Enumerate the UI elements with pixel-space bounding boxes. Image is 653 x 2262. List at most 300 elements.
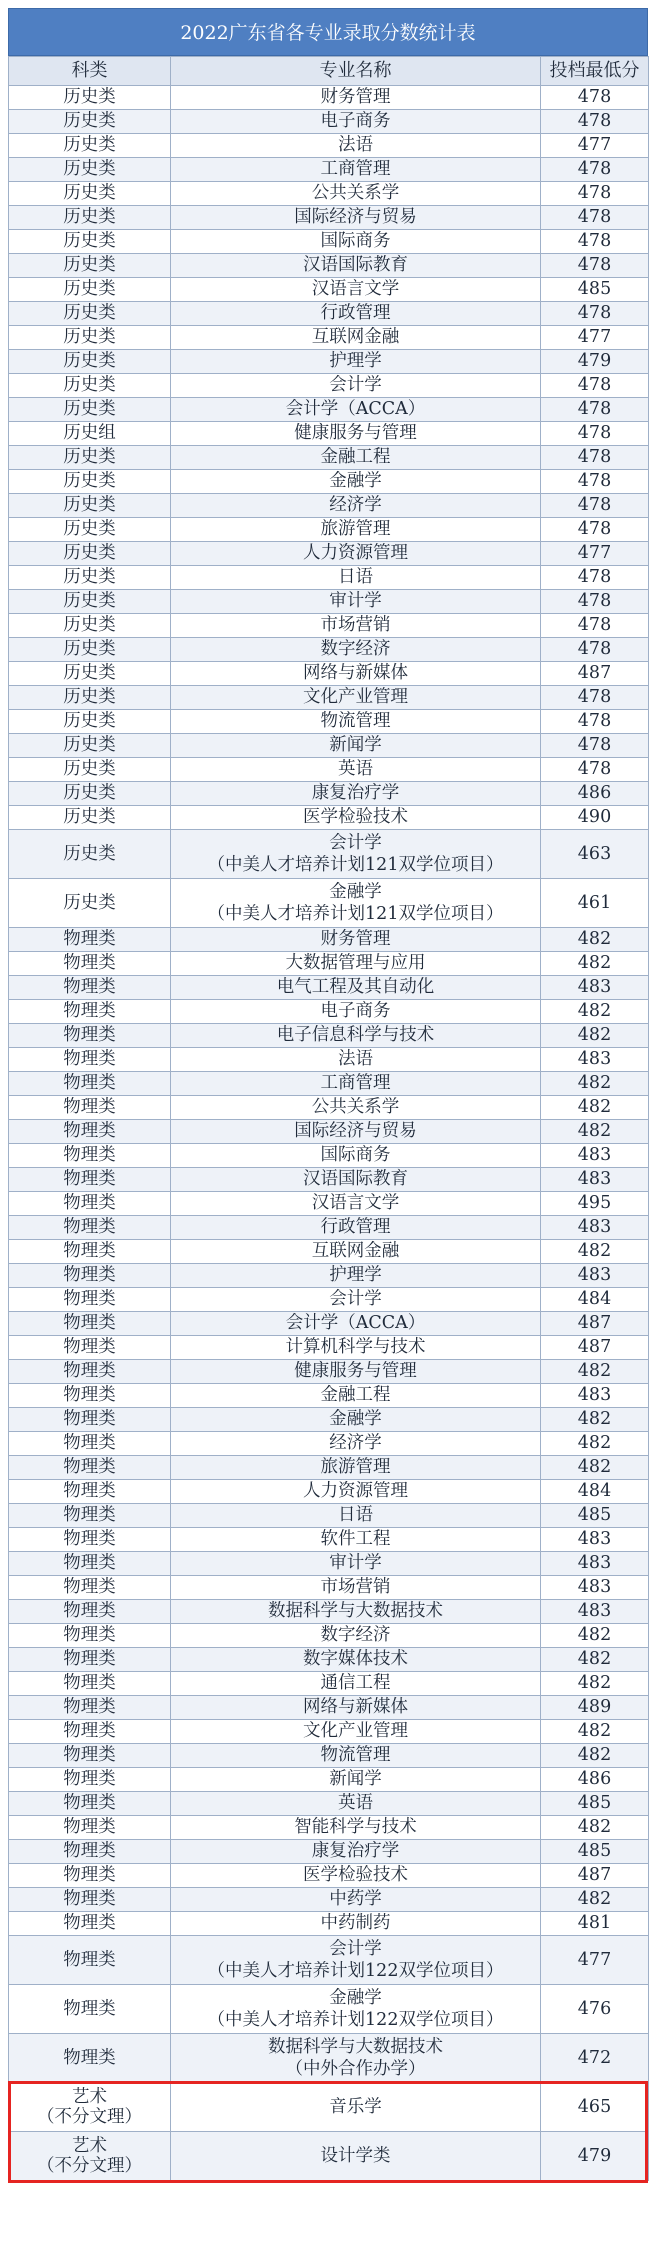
table-row bbox=[9, 1096, 649, 1120]
table-row bbox=[9, 976, 649, 1000]
score-cell: 482 bbox=[541, 1024, 649, 1048]
category-cell: 物理类 bbox=[9, 1240, 171, 1264]
score-cell: 482 bbox=[541, 1648, 649, 1672]
major-cell: 康复治疗学 bbox=[171, 782, 541, 806]
category-cell: 历史类 bbox=[9, 758, 171, 782]
score-cell: 478 bbox=[541, 590, 649, 614]
table-row bbox=[9, 398, 649, 422]
header-row bbox=[9, 57, 649, 86]
major-cell: 电气工程及其自动化 bbox=[171, 976, 541, 1000]
score-cell: 482 bbox=[541, 1072, 649, 1096]
table-row bbox=[9, 1456, 649, 1480]
category-cell: 物理类 bbox=[9, 1912, 171, 1936]
header-major: 专业名称 bbox=[171, 57, 541, 86]
table-row bbox=[9, 1648, 649, 1672]
major-cell: 汉语国际教育 bbox=[171, 254, 541, 278]
table-row bbox=[9, 542, 649, 566]
major-cell: 数据科学与大数据技术 bbox=[171, 1600, 541, 1624]
category-cell: 历史类 bbox=[9, 278, 171, 302]
table-row bbox=[9, 350, 649, 374]
major-cell: 音乐学 bbox=[171, 2083, 541, 2132]
table-row bbox=[9, 1360, 649, 1384]
category-cell: 历史类 bbox=[9, 710, 171, 734]
category-cell: 历史类 bbox=[9, 86, 171, 110]
table-row bbox=[9, 230, 649, 254]
score-cell: 483 bbox=[541, 976, 649, 1000]
table-row bbox=[9, 2132, 649, 2181]
major-subtext: （中美人才培养计划121双学位项目） bbox=[207, 855, 504, 875]
table-row bbox=[9, 1048, 649, 1072]
category-cell: 历史组 bbox=[9, 422, 171, 446]
major-text: 会计学 bbox=[329, 833, 382, 853]
category-cell: 物理类 bbox=[9, 1888, 171, 1912]
category-cell: 物理类 bbox=[9, 1288, 171, 1312]
table-row bbox=[9, 1072, 649, 1096]
table-row bbox=[9, 1240, 649, 1264]
major-text: 金融学 bbox=[329, 1988, 382, 2008]
major-cell: 旅游管理 bbox=[171, 1456, 541, 1480]
category-cell: 物理类 bbox=[9, 1576, 171, 1600]
major-cell: 国际商务 bbox=[171, 1144, 541, 1168]
category-cell: 物理类 bbox=[9, 1816, 171, 1840]
score-cell: 482 bbox=[541, 928, 649, 952]
table-row bbox=[9, 1384, 649, 1408]
major-cell: 工商管理 bbox=[171, 158, 541, 182]
major-cell: 网络与新媒体 bbox=[171, 662, 541, 686]
category-cell: 物理类 bbox=[9, 1624, 171, 1648]
major-cell: 通信工程 bbox=[171, 1672, 541, 1696]
major-cell: 会计学（ACCA） bbox=[171, 398, 541, 422]
category-cell: 物理类 bbox=[9, 1216, 171, 1240]
major-cell: 数字经济 bbox=[171, 1624, 541, 1648]
score-cell: 483 bbox=[541, 1048, 649, 1072]
category-cell: 物理类 bbox=[9, 1072, 171, 1096]
category-subtext: （不分文理） bbox=[37, 2156, 142, 2176]
score-cell: 476 bbox=[541, 1985, 649, 2034]
table-row bbox=[9, 110, 649, 134]
table-row bbox=[9, 134, 649, 158]
header-score: 投档最低分 bbox=[541, 57, 649, 86]
category-cell: 物理类 bbox=[9, 1720, 171, 1744]
category-cell: 物理类 bbox=[9, 1792, 171, 1816]
table-row bbox=[9, 470, 649, 494]
score-cell: 489 bbox=[541, 1696, 649, 1720]
score-cell: 487 bbox=[541, 1312, 649, 1336]
table-row bbox=[9, 1720, 649, 1744]
major-cell: 旅游管理 bbox=[171, 518, 541, 542]
major-subtext: （中美人才培养计划122双学位项目） bbox=[207, 2010, 504, 2030]
table-row bbox=[9, 1744, 649, 1768]
category-cell: 物理类 bbox=[9, 1432, 171, 1456]
major-cell: 会计学 bbox=[171, 1288, 541, 1312]
score-cell: 482 bbox=[541, 1120, 649, 1144]
major-cell: 行政管理 bbox=[171, 1216, 541, 1240]
table-row bbox=[9, 1168, 649, 1192]
score-cell: 487 bbox=[541, 1336, 649, 1360]
category-cell: 历史类 bbox=[9, 134, 171, 158]
table-row bbox=[9, 1192, 649, 1216]
score-cell: 477 bbox=[541, 1936, 649, 1985]
score-cell: 477 bbox=[541, 134, 649, 158]
major-cell: 会计学（ACCA） bbox=[171, 1312, 541, 1336]
table-row bbox=[9, 1768, 649, 1792]
category-cell: 历史类 bbox=[9, 326, 171, 350]
category-cell: 物理类 bbox=[9, 1168, 171, 1192]
score-cell: 478 bbox=[541, 758, 649, 782]
table-title: 2022广东省各专业录取分数统计表 bbox=[8, 8, 648, 56]
score-cell: 478 bbox=[541, 110, 649, 134]
major-cell: 互联网金融 bbox=[171, 326, 541, 350]
major-text: 金融学 bbox=[329, 882, 382, 902]
category-cell: 物理类 bbox=[9, 1744, 171, 1768]
table-row bbox=[9, 86, 649, 110]
table-row bbox=[9, 1912, 649, 1936]
major-cell: 文化产业管理 bbox=[171, 686, 541, 710]
category-cell: 物理类 bbox=[9, 952, 171, 976]
table-row bbox=[9, 1816, 649, 1840]
category-cell: 历史类 bbox=[9, 566, 171, 590]
score-cell: 483 bbox=[541, 1600, 649, 1624]
category-cell: 物理类 bbox=[9, 1456, 171, 1480]
major-cell: 英语 bbox=[171, 1792, 541, 1816]
score-cell: 483 bbox=[541, 1384, 649, 1408]
category-cell bbox=[9, 2132, 171, 2181]
table-row bbox=[9, 1432, 649, 1456]
table-row bbox=[9, 1576, 649, 1600]
table-row bbox=[9, 1840, 649, 1864]
major-cell bbox=[171, 879, 541, 928]
category-cell: 历史类 bbox=[9, 662, 171, 686]
major-cell: 日语 bbox=[171, 1504, 541, 1528]
category-cell: 物理类 bbox=[9, 1408, 171, 1432]
major-cell: 审计学 bbox=[171, 590, 541, 614]
major-cell: 金融学 bbox=[171, 470, 541, 494]
major-cell: 金融工程 bbox=[171, 1384, 541, 1408]
major-cell: 国际经济与贸易 bbox=[171, 1120, 541, 1144]
score-table bbox=[8, 56, 649, 2181]
category-text: 艺术 bbox=[72, 2136, 107, 2156]
major-cell: 汉语言文学 bbox=[171, 278, 541, 302]
table-row bbox=[9, 734, 649, 758]
major-cell: 新闻学 bbox=[171, 1768, 541, 1792]
major-cell: 日语 bbox=[171, 566, 541, 590]
score-cell: 483 bbox=[541, 1528, 649, 1552]
category-cell: 物理类 bbox=[9, 1360, 171, 1384]
category-cell: 历史类 bbox=[9, 230, 171, 254]
score-cell: 482 bbox=[541, 1816, 649, 1840]
major-cell: 中药学 bbox=[171, 1888, 541, 1912]
table-row bbox=[9, 662, 649, 686]
category-cell: 物理类 bbox=[9, 1144, 171, 1168]
score-cell: 478 bbox=[541, 494, 649, 518]
category-cell: 物理类 bbox=[9, 1120, 171, 1144]
score-cell: 482 bbox=[541, 1096, 649, 1120]
category-cell: 历史类 bbox=[9, 182, 171, 206]
major-subtext: （中美人才培养计划121双学位项目） bbox=[207, 904, 504, 924]
category-cell: 物理类 bbox=[9, 1096, 171, 1120]
table-row bbox=[9, 182, 649, 206]
category-cell: 物理类 bbox=[9, 1648, 171, 1672]
major-cell: 人力资源管理 bbox=[171, 542, 541, 566]
category-cell: 物理类 bbox=[9, 1528, 171, 1552]
major-cell: 数字媒体技术 bbox=[171, 1648, 541, 1672]
category-cell: 物理类 bbox=[9, 1312, 171, 1336]
score-cell: 463 bbox=[541, 830, 649, 879]
table-row bbox=[9, 758, 649, 782]
category-cell: 物理类 bbox=[9, 1600, 171, 1624]
table-row bbox=[9, 158, 649, 182]
score-cell: 482 bbox=[541, 1720, 649, 1744]
category-cell: 历史类 bbox=[9, 614, 171, 638]
category-cell: 物理类 bbox=[9, 976, 171, 1000]
score-cell: 478 bbox=[541, 470, 649, 494]
score-cell: 479 bbox=[541, 2132, 649, 2181]
table-row bbox=[9, 710, 649, 734]
table-row bbox=[9, 590, 649, 614]
major-cell: 行政管理 bbox=[171, 302, 541, 326]
category-cell: 历史类 bbox=[9, 686, 171, 710]
table-row bbox=[9, 952, 649, 976]
category-cell: 物理类 bbox=[9, 1264, 171, 1288]
score-cell: 461 bbox=[541, 879, 649, 928]
score-cell: 486 bbox=[541, 782, 649, 806]
major-cell: 电子信息科学与技术 bbox=[171, 1024, 541, 1048]
category-subtext: （不分文理） bbox=[37, 2107, 142, 2127]
score-cell: 478 bbox=[541, 230, 649, 254]
category-cell: 历史类 bbox=[9, 254, 171, 278]
table-row bbox=[9, 1000, 649, 1024]
score-cell: 482 bbox=[541, 1744, 649, 1768]
table-row bbox=[9, 638, 649, 662]
category-cell: 历史类 bbox=[9, 494, 171, 518]
table-row bbox=[9, 1024, 649, 1048]
major-cell: 法语 bbox=[171, 1048, 541, 1072]
table-row bbox=[9, 1312, 649, 1336]
major-cell: 设计学类 bbox=[171, 2132, 541, 2181]
table-row bbox=[9, 879, 649, 928]
table-row bbox=[9, 1408, 649, 1432]
major-subtext: （中外合作办学） bbox=[285, 2059, 426, 2079]
table-row bbox=[9, 494, 649, 518]
category-cell: 历史类 bbox=[9, 638, 171, 662]
table-row bbox=[9, 1504, 649, 1528]
score-cell: 478 bbox=[541, 206, 649, 230]
score-cell: 481 bbox=[541, 1912, 649, 1936]
category-cell: 历史类 bbox=[9, 830, 171, 879]
score-cell: 495 bbox=[541, 1192, 649, 1216]
category-cell: 历史类 bbox=[9, 374, 171, 398]
score-cell: 477 bbox=[541, 542, 649, 566]
major-cell: 中药制药 bbox=[171, 1912, 541, 1936]
major-cell: 康复治疗学 bbox=[171, 1840, 541, 1864]
table-row bbox=[9, 806, 649, 830]
table-row bbox=[9, 1480, 649, 1504]
category-cell: 物理类 bbox=[9, 1936, 171, 1985]
major-cell: 公共关系学 bbox=[171, 182, 541, 206]
score-cell: 478 bbox=[541, 86, 649, 110]
table-row bbox=[9, 1864, 649, 1888]
major-cell bbox=[171, 1936, 541, 1985]
score-cell: 478 bbox=[541, 710, 649, 734]
score-cell: 483 bbox=[541, 1576, 649, 1600]
table-row bbox=[9, 446, 649, 470]
category-cell: 物理类 bbox=[9, 2034, 171, 2083]
major-cell: 金融工程 bbox=[171, 446, 541, 470]
major-cell: 国际经济与贸易 bbox=[171, 206, 541, 230]
table-row bbox=[9, 1624, 649, 1648]
major-cell: 电子商务 bbox=[171, 1000, 541, 1024]
table-row bbox=[9, 1336, 649, 1360]
table-body bbox=[9, 86, 649, 2181]
major-cell: 数字经济 bbox=[171, 638, 541, 662]
table-row bbox=[9, 254, 649, 278]
score-cell: 478 bbox=[541, 446, 649, 470]
major-cell: 会计学 bbox=[171, 374, 541, 398]
table-row bbox=[9, 2083, 649, 2132]
major-cell: 护理学 bbox=[171, 350, 541, 374]
category-cell: 物理类 bbox=[9, 1024, 171, 1048]
category-text: 艺术 bbox=[72, 2087, 107, 2107]
score-cell: 478 bbox=[541, 734, 649, 758]
score-cell: 482 bbox=[541, 1408, 649, 1432]
category-cell: 物理类 bbox=[9, 1504, 171, 1528]
category-cell: 物理类 bbox=[9, 1552, 171, 1576]
table-row bbox=[9, 1600, 649, 1624]
major-cell: 人力资源管理 bbox=[171, 1480, 541, 1504]
category-cell: 历史类 bbox=[9, 542, 171, 566]
major-cell: 医学检验技术 bbox=[171, 806, 541, 830]
table-row bbox=[9, 1792, 649, 1816]
score-cell: 478 bbox=[541, 638, 649, 662]
category-cell bbox=[9, 2083, 171, 2132]
score-cell: 487 bbox=[541, 662, 649, 686]
category-cell: 物理类 bbox=[9, 1192, 171, 1216]
category-cell: 物理类 bbox=[9, 1768, 171, 1792]
score-cell: 478 bbox=[541, 182, 649, 206]
table-row bbox=[9, 1528, 649, 1552]
table-row bbox=[9, 326, 649, 350]
score-cell: 482 bbox=[541, 1432, 649, 1456]
score-cell: 478 bbox=[541, 518, 649, 542]
category-cell: 历史类 bbox=[9, 590, 171, 614]
major-cell: 市场营销 bbox=[171, 1576, 541, 1600]
major-cell: 财务管理 bbox=[171, 86, 541, 110]
score-cell: 485 bbox=[541, 278, 649, 302]
table-row bbox=[9, 614, 649, 638]
major-cell bbox=[171, 830, 541, 879]
score-cell: 478 bbox=[541, 398, 649, 422]
score-cell: 486 bbox=[541, 1768, 649, 1792]
score-cell: 484 bbox=[541, 1288, 649, 1312]
category-cell: 历史类 bbox=[9, 206, 171, 230]
score-cell: 479 bbox=[541, 350, 649, 374]
category-cell: 历史类 bbox=[9, 806, 171, 830]
table-row bbox=[9, 1288, 649, 1312]
category-cell: 历史类 bbox=[9, 350, 171, 374]
score-cell: 482 bbox=[541, 952, 649, 976]
major-cell: 经济学 bbox=[171, 1432, 541, 1456]
score-cell: 478 bbox=[541, 302, 649, 326]
table-row bbox=[9, 782, 649, 806]
major-cell: 经济学 bbox=[171, 494, 541, 518]
table-row bbox=[9, 830, 649, 879]
table-row bbox=[9, 566, 649, 590]
score-cell: 487 bbox=[541, 1864, 649, 1888]
category-cell: 历史类 bbox=[9, 302, 171, 326]
major-cell: 汉语国际教育 bbox=[171, 1168, 541, 1192]
major-cell: 物流管理 bbox=[171, 710, 541, 734]
major-cell: 工商管理 bbox=[171, 1072, 541, 1096]
major-subtext: （中美人才培养计划122双学位项目） bbox=[207, 1961, 504, 1981]
category-cell: 物理类 bbox=[9, 1048, 171, 1072]
score-cell: 483 bbox=[541, 1168, 649, 1192]
major-cell: 健康服务与管理 bbox=[171, 1360, 541, 1384]
category-cell: 物理类 bbox=[9, 1336, 171, 1360]
score-cell: 465 bbox=[541, 2083, 649, 2132]
score-cell: 478 bbox=[541, 614, 649, 638]
major-cell: 文化产业管理 bbox=[171, 1720, 541, 1744]
table-row bbox=[9, 2034, 649, 2083]
major-text: 数据科学与大数据技术 bbox=[268, 2037, 443, 2057]
category-cell: 物理类 bbox=[9, 1384, 171, 1408]
table-row bbox=[9, 374, 649, 398]
score-cell: 483 bbox=[541, 1144, 649, 1168]
major-cell: 电子商务 bbox=[171, 110, 541, 134]
category-cell: 历史类 bbox=[9, 782, 171, 806]
category-cell: 物理类 bbox=[9, 1840, 171, 1864]
score-cell: 485 bbox=[541, 1792, 649, 1816]
score-cell: 478 bbox=[541, 158, 649, 182]
table-row bbox=[9, 1696, 649, 1720]
major-cell: 汉语言文学 bbox=[171, 1192, 541, 1216]
major-cell: 计算机科学与技术 bbox=[171, 1336, 541, 1360]
major-cell: 市场营销 bbox=[171, 614, 541, 638]
score-cell: 482 bbox=[541, 1672, 649, 1696]
major-cell: 软件工程 bbox=[171, 1528, 541, 1552]
score-cell: 482 bbox=[541, 1240, 649, 1264]
table-row bbox=[9, 518, 649, 542]
category-cell: 历史类 bbox=[9, 879, 171, 928]
major-cell bbox=[171, 1985, 541, 2034]
category-cell: 物理类 bbox=[9, 1672, 171, 1696]
major-cell: 大数据管理与应用 bbox=[171, 952, 541, 976]
category-cell: 物理类 bbox=[9, 1480, 171, 1504]
major-cell: 财务管理 bbox=[171, 928, 541, 952]
score-cell: 482 bbox=[541, 1360, 649, 1384]
score-cell: 477 bbox=[541, 326, 649, 350]
table-row bbox=[9, 1216, 649, 1240]
category-cell: 物理类 bbox=[9, 928, 171, 952]
table-row bbox=[9, 1672, 649, 1696]
score-cell: 482 bbox=[541, 1000, 649, 1024]
table-row bbox=[9, 1264, 649, 1288]
major-cell bbox=[171, 2034, 541, 2083]
category-cell: 历史类 bbox=[9, 734, 171, 758]
score-cell: 472 bbox=[541, 2034, 649, 2083]
category-cell: 历史类 bbox=[9, 470, 171, 494]
table-row bbox=[9, 686, 649, 710]
score-cell: 482 bbox=[541, 1456, 649, 1480]
score-cell: 483 bbox=[541, 1264, 649, 1288]
table-row bbox=[9, 206, 649, 230]
score-cell: 483 bbox=[541, 1216, 649, 1240]
major-cell: 国际商务 bbox=[171, 230, 541, 254]
score-cell: 483 bbox=[541, 1552, 649, 1576]
score-cell: 478 bbox=[541, 254, 649, 278]
score-cell: 478 bbox=[541, 566, 649, 590]
score-cell: 484 bbox=[541, 1480, 649, 1504]
table-row bbox=[9, 1936, 649, 1985]
